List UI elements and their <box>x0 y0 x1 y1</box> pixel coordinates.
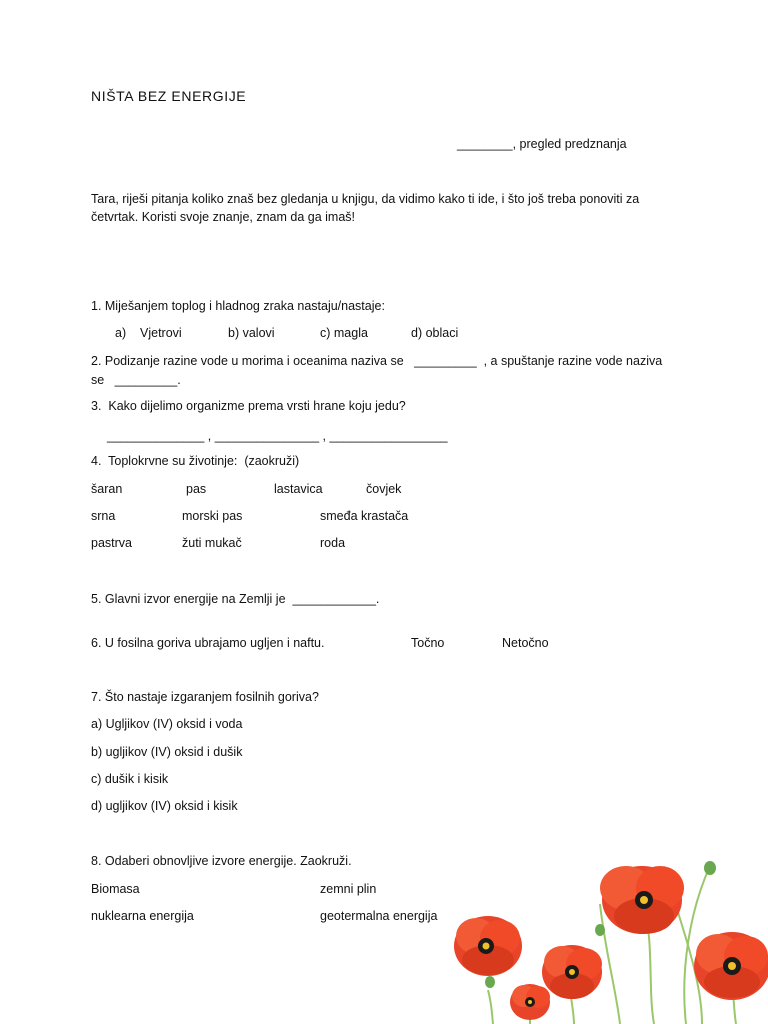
q3-answer-blanks: ______________ , _______________ , _________________ <box>107 429 448 443</box>
q4-animal: roda <box>320 536 346 550</box>
question-7: 7. Što nastaje izgaranjem fosilnih goriva? <box>91 690 319 704</box>
q8-option: zemni plin <box>320 882 377 896</box>
intro-line-1: Tara, riješi pitanja koliko znaš bez gledanja u knjigu, da vidimo kako ti ide, i što još treba ponoviti za <box>91 192 640 206</box>
q7-option-a: a) Ugljikov (IV) oksid i voda <box>91 717 243 731</box>
q4-animal: žuti mukač <box>182 536 242 550</box>
question-2-line-1: 2. Podizanje razine vode u morima i oceanima naziva se _________ , a spuštanje razine vode naziva <box>91 354 663 368</box>
question-6: 6. U fosilna goriva ubrajamo ugljen i naftu. <box>91 636 325 650</box>
question-4: 4. Toplokrvne su životinje: (zaokruži) <box>91 454 300 468</box>
q1-option-a: a) Vjetrovi <box>115 326 182 340</box>
q7-option-c: c) dušik i kisik <box>91 772 169 786</box>
q8-option: nuklearna energija <box>91 909 194 923</box>
page-title: NIŠTA BEZ ENERGIJE <box>91 88 247 104</box>
q4-animal: pas <box>186 482 207 496</box>
question-5: 5. Glavni izvor energije na Zemlji je ____________. <box>91 592 380 606</box>
q7-option-d: d) ugljikov (IV) oksid i kisik <box>91 799 238 813</box>
question-1: 1. Miješanjem toplog i hladnog zraka nastaju/nastaje: <box>91 299 385 313</box>
intro-line-2: četvrtak. Koristi svoje znanje, znam da ga imaš! <box>91 210 356 224</box>
poppy-flowers-icon <box>440 840 768 1024</box>
q7-option-b: b) ugljikov (IV) oksid i dušik <box>91 745 243 759</box>
question-2-line-2: se _________. <box>91 373 181 387</box>
q1-option-b: b) valovi <box>228 326 275 340</box>
q4-animal: morski pas <box>182 509 243 523</box>
q4-animal: pastrva <box>91 536 132 550</box>
q4-animal: lastavica <box>274 482 323 496</box>
page-subtitle: ________, pregled predznanja <box>457 137 627 151</box>
q4-animal: šaran <box>91 482 123 496</box>
question-8: 8. Odaberi obnovljive izvore energije. Zaokruži. <box>91 854 352 868</box>
q1-option-c: c) magla <box>320 326 368 340</box>
question-3: 3. Kako dijelimo organizme prema vrsti hrane koju jedu? <box>91 399 406 413</box>
q4-animal: čovjek <box>366 482 402 496</box>
q4-animal: srna <box>91 509 116 523</box>
q6-option-false: Netočno <box>502 636 549 650</box>
q8-option: Biomasa <box>91 882 140 896</box>
q6-option-true: Točno <box>411 636 445 650</box>
q8-option: geotermalna energija <box>320 909 438 923</box>
q1-option-d: d) oblaci <box>411 326 459 340</box>
q4-animal: smeđa krastača <box>320 509 409 523</box>
